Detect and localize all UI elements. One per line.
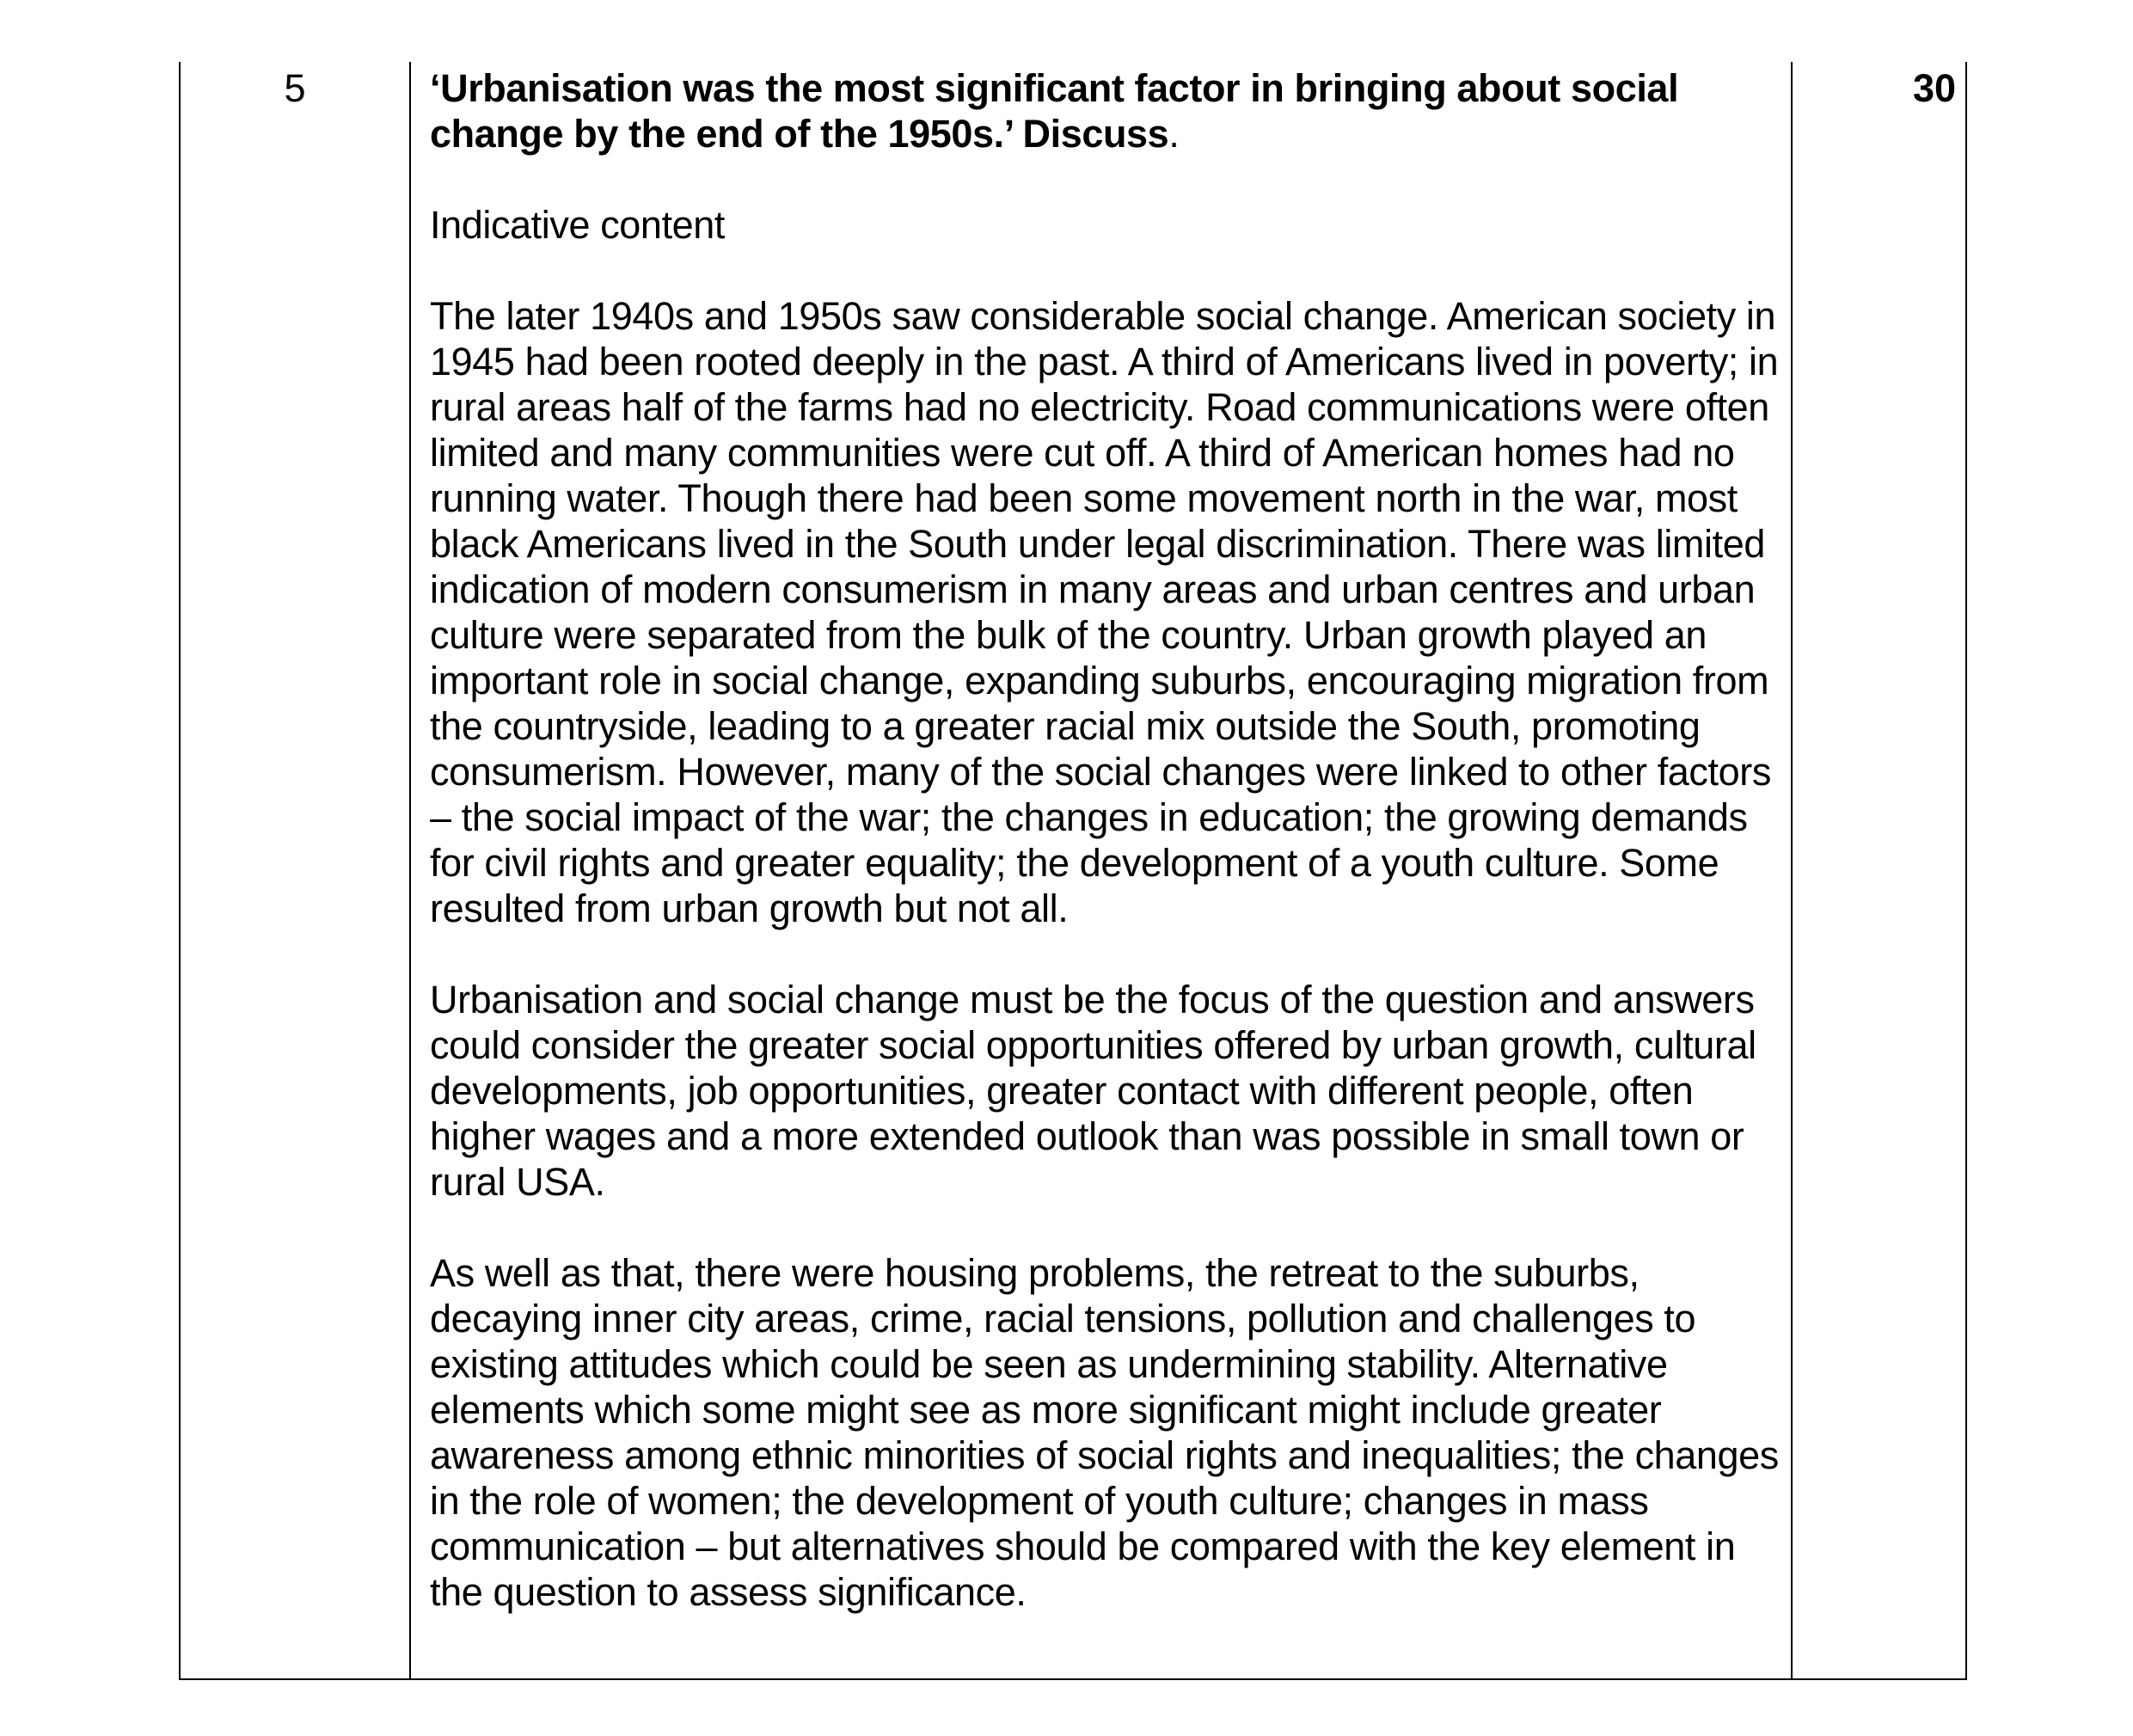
guidance-paragraph: Urbanisation and social change must be the focus of the question and answers could consider the greater social opportunities offered by urban growth, cultural developments, job opportunities, greater contact with different people, often higher wages and a more extended outlook than was possible in small town or rural USA. xyxy=(430,978,1756,1204)
question-statement: ‘Urbanisation was the most significant factor in bringing about social change by the end of the 1950s.’ Discuss xyxy=(430,66,1679,156)
mark-scheme-table xyxy=(179,62,1967,1680)
question-text xyxy=(430,65,1780,156)
column-divider xyxy=(1791,62,1793,1678)
indicative-content-heading: Indicative content xyxy=(430,203,726,247)
answer-guidance-cell xyxy=(430,65,1780,1615)
marks-value: 30 xyxy=(1912,66,1956,110)
question-period: . xyxy=(1168,112,1180,156)
guidance-paragraph: The later 1940s and 1950s saw considerable social change. American society in 1945 had been rooted deeply in the past. A third of Americans lived in poverty; in rural areas half of the farms had no electricity. Road communications were often limited and many communities were cut off. A third of American homes had no running water. Though there had been some movement north in the war, most black Americans lived in the South under legal discrimination. There was limited indication of modern consumerism in many areas and urban centres and urban culture were separated from the bulk of the country. Urban growth played an important role in social change, expanding suburbs, encouraging migration from the countryside, leading to a greater racial mix outside the South, promoting consumerism. However, many of the social changes were linked to other factors – the social impact of the war; the changes in education; the growing demands for civil rights and greater equality; the development of a youth culture. Some resulted from urban growth but not all. xyxy=(430,294,1779,930)
guidance-paragraph: As well as that, there were housing problems, the retreat to the suburbs, decaying inner city areas, crime, racial tensions, pollution and challenges to existing attitudes which could be seen as undermining stability. Alternative elements which some might see as more significant might include greater awareness among ethnic minorities of social rights and inequalities; the changes in the role of women; the development of youth culture; changes in mass communication – but alternatives should be compared with the key element in the question to assess significance. xyxy=(430,1251,1779,1614)
column-divider xyxy=(409,62,411,1678)
question-number: 5 xyxy=(284,66,306,110)
